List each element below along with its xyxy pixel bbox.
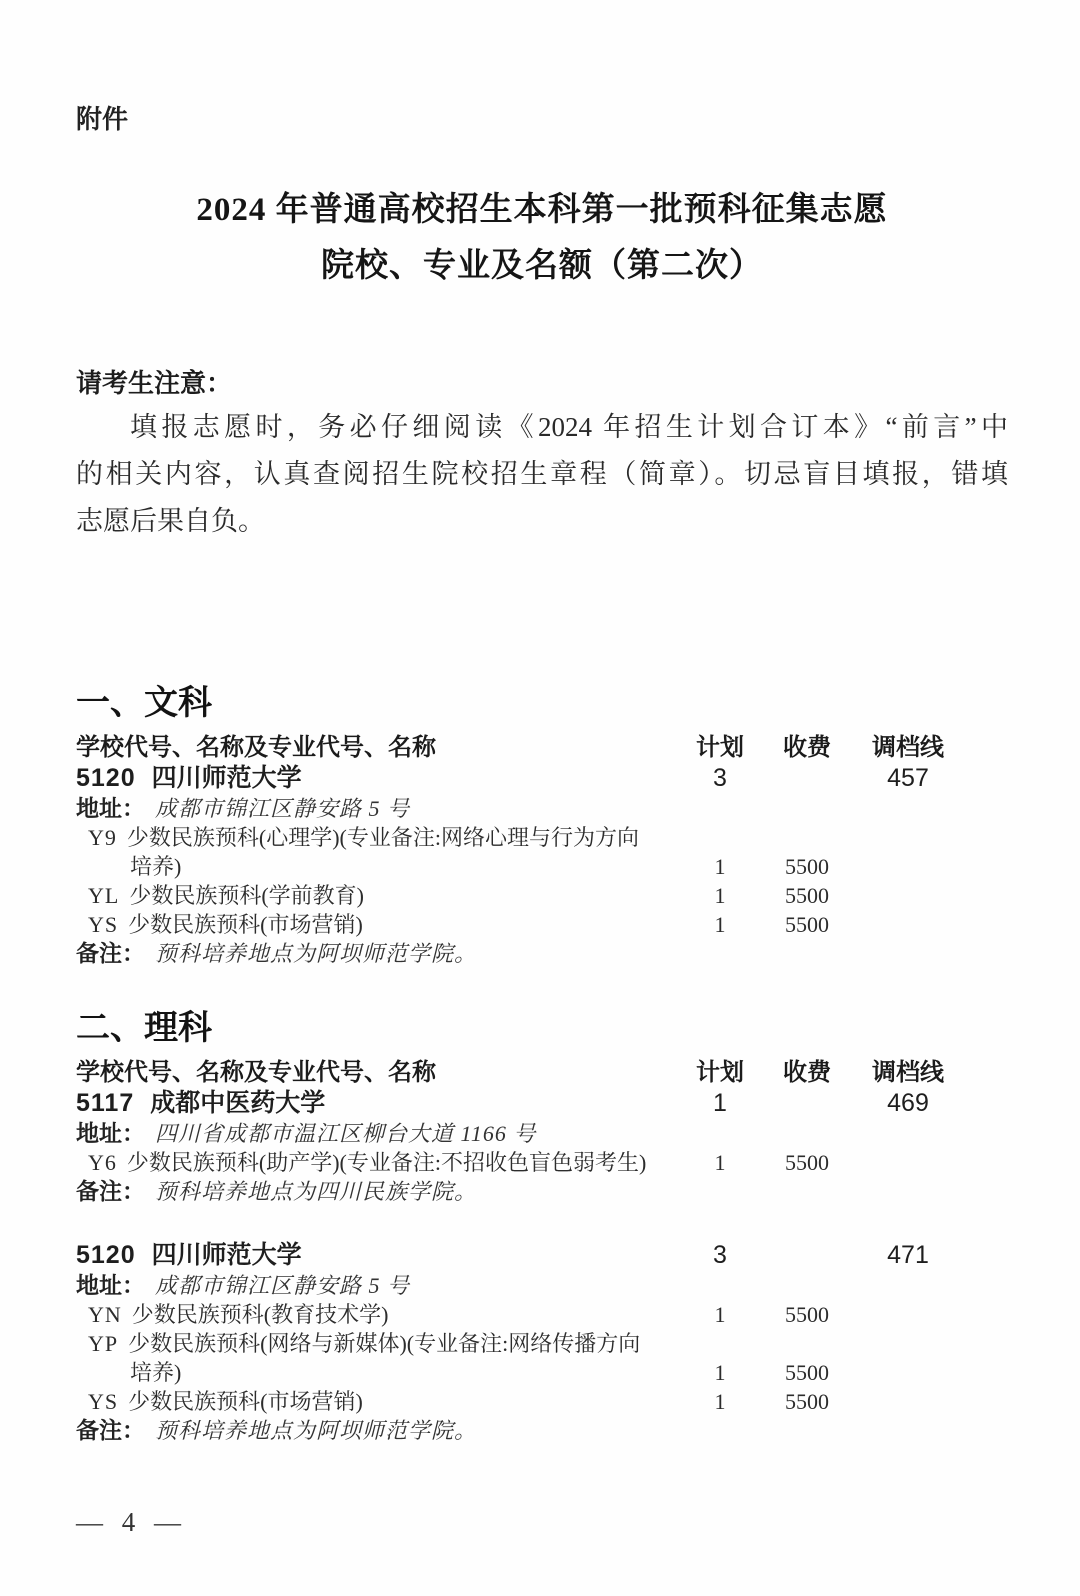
- major-name-line1: 少数民族预科(市场营销): [128, 1389, 363, 1414]
- col-plan-header: 计划: [696, 1059, 744, 1086]
- document-title-line2: 院校、专业及名额（第二次）: [321, 248, 763, 284]
- school-code: 5120: [76, 1241, 136, 1269]
- remark-row: [76, 1416, 1008, 1445]
- major-name-line1: 少数民族预科(教育技术学): [131, 1302, 389, 1327]
- school-code: 5117: [76, 1089, 135, 1117]
- address-row: [76, 1271, 1008, 1300]
- major-row: [76, 1300, 968, 1329]
- remark-row: [76, 939, 1008, 968]
- school-title: [76, 1240, 674, 1271]
- address-label: 地址：: [76, 1120, 145, 1146]
- remark-value: 预科培养地点为阿坝师范学院。: [155, 1418, 478, 1443]
- table-header-row: [76, 733, 968, 763]
- col-school-header: 学校代号、名称及专业代号、名称: [76, 734, 436, 761]
- school-plan-value: 3: [713, 1241, 727, 1269]
- major-name: [76, 881, 674, 910]
- school-plan-value: 3: [713, 764, 727, 792]
- major-code: YS: [88, 912, 119, 937]
- school-name: 成都中医药大学: [150, 1089, 326, 1117]
- page-number: — 4 —: [76, 1507, 187, 1537]
- address-row: [76, 1119, 1008, 1148]
- school-block: [76, 1240, 1008, 1445]
- table-header-row: [76, 1058, 968, 1088]
- document-title: [76, 182, 1008, 294]
- school-code: 5120: [76, 764, 136, 792]
- remark-value: 预科培养地点为阿坝师范学院。: [155, 941, 478, 966]
- major-name: [76, 1148, 674, 1177]
- notice-line: 填报志愿时，务必仔细阅读《2024 年招生计划合订本》“前言”中: [130, 412, 1008, 442]
- major-code: YL: [88, 883, 120, 908]
- school-cutoff-value: 471: [887, 1241, 929, 1269]
- school-name: 四川师范大学: [151, 1241, 302, 1269]
- section-title: 二、理科: [76, 1009, 212, 1047]
- col-fee-header: 收费: [783, 734, 831, 761]
- attachment-label: 附件: [76, 104, 129, 134]
- major-name-line1: 少数民族预科(心理学)(专业备注:网络心理与行为方向: [126, 825, 639, 850]
- col-fee-header: 收费: [783, 1059, 831, 1086]
- school-row: [76, 1088, 968, 1119]
- major-plan-value: 1: [714, 854, 726, 879]
- address-value: 成都市锦江区静安路 5 号: [155, 1273, 411, 1298]
- remark-row: [76, 1177, 1008, 1206]
- major-row: [76, 1329, 968, 1387]
- major-name-line2: 培养): [130, 1360, 182, 1385]
- document-title-line1: 2024 年普通高校招生本科第一批预科征集志愿: [196, 192, 888, 228]
- remark-label: 备注：: [76, 1178, 145, 1204]
- major-row: [76, 823, 968, 881]
- remark-value: 预科培养地点为四川民族学院。: [155, 1179, 478, 1204]
- notice-line: 的相关内容，认真查阅招生院校招生章程（简章）。切忌盲目填报，错填: [76, 459, 1008, 489]
- section-liberal-arts: [76, 681, 1008, 968]
- col-school-header: 学校代号、名称及专业代号、名称: [76, 1059, 436, 1086]
- col-cutoff-header: 调档线: [872, 734, 944, 761]
- major-code: Y9: [88, 825, 117, 850]
- major-row: [76, 1387, 968, 1416]
- major-code: YP: [88, 1331, 119, 1356]
- school-name: 四川师范大学: [151, 764, 302, 792]
- major-fee-value: 5500: [785, 912, 829, 937]
- major-name: [76, 1300, 674, 1329]
- school-cutoff-value: 469: [887, 1089, 929, 1117]
- notice-block: [76, 364, 1008, 545]
- major-plan-value: 1: [714, 1389, 726, 1414]
- major-plan-value: 1: [714, 912, 726, 937]
- major-plan-value: 1: [714, 1150, 726, 1175]
- address-label: 地址：: [76, 1272, 145, 1298]
- major-name-line1: 少数民族预科(市场营销): [128, 912, 363, 937]
- school-row: [76, 763, 968, 794]
- major-name-line1: 少数民族预科(网络与新媒体)(专业备注:网络传播方向: [128, 1331, 641, 1356]
- major-plan-value: 1: [714, 1302, 726, 1327]
- major-name: [76, 1329, 674, 1387]
- address-label: 地址：: [76, 795, 145, 821]
- school-cutoff-value: 457: [887, 764, 929, 792]
- major-name: [76, 823, 674, 881]
- col-cutoff-header: 调档线: [872, 1059, 944, 1086]
- section-title: 一、文科: [76, 684, 212, 722]
- address-value: 成都市锦江区静安路 5 号: [155, 796, 411, 821]
- address-value: 四川省成都市温江区柳台大道 1166 号: [155, 1121, 537, 1146]
- major-fee-value: 5500: [785, 854, 829, 879]
- school-title: [76, 763, 674, 794]
- major-code: Y6: [88, 1150, 117, 1175]
- major-plan-value: 1: [714, 883, 726, 908]
- school-row: [76, 1240, 968, 1271]
- remark-label: 备注：: [76, 940, 145, 966]
- major-code: YN: [88, 1302, 122, 1327]
- major-name-line2: 培养): [130, 854, 182, 879]
- major-fee-value: 5500: [785, 1389, 829, 1414]
- school-plan-value: 1: [713, 1089, 727, 1117]
- major-fee-value: 5500: [785, 1150, 829, 1175]
- major-fee-value: 5500: [785, 883, 829, 908]
- notice-heading: 请考生注意：: [76, 369, 233, 398]
- notice-line: 志愿后果自负。: [76, 506, 265, 536]
- major-name: [76, 1387, 674, 1416]
- major-code: YS: [88, 1389, 119, 1414]
- major-row: [76, 910, 968, 939]
- remark-label: 备注：: [76, 1417, 145, 1443]
- major-name: [76, 910, 674, 939]
- address-row: [76, 794, 1008, 823]
- major-plan-value: 1: [714, 1360, 726, 1385]
- school-title: [76, 1088, 674, 1119]
- major-row: [76, 1148, 968, 1177]
- col-plan-header: 计划: [696, 734, 744, 761]
- major-name-line1: 少数民族预科(学前教育): [129, 883, 364, 908]
- major-name-line1: 少数民族预科(助产学)(专业备注:不招收色盲色弱考生): [126, 1150, 647, 1175]
- section-science: [76, 1006, 1008, 1445]
- major-fee-value: 5500: [785, 1302, 829, 1327]
- major-fee-value: 5500: [785, 1360, 829, 1385]
- major-row: [76, 881, 968, 910]
